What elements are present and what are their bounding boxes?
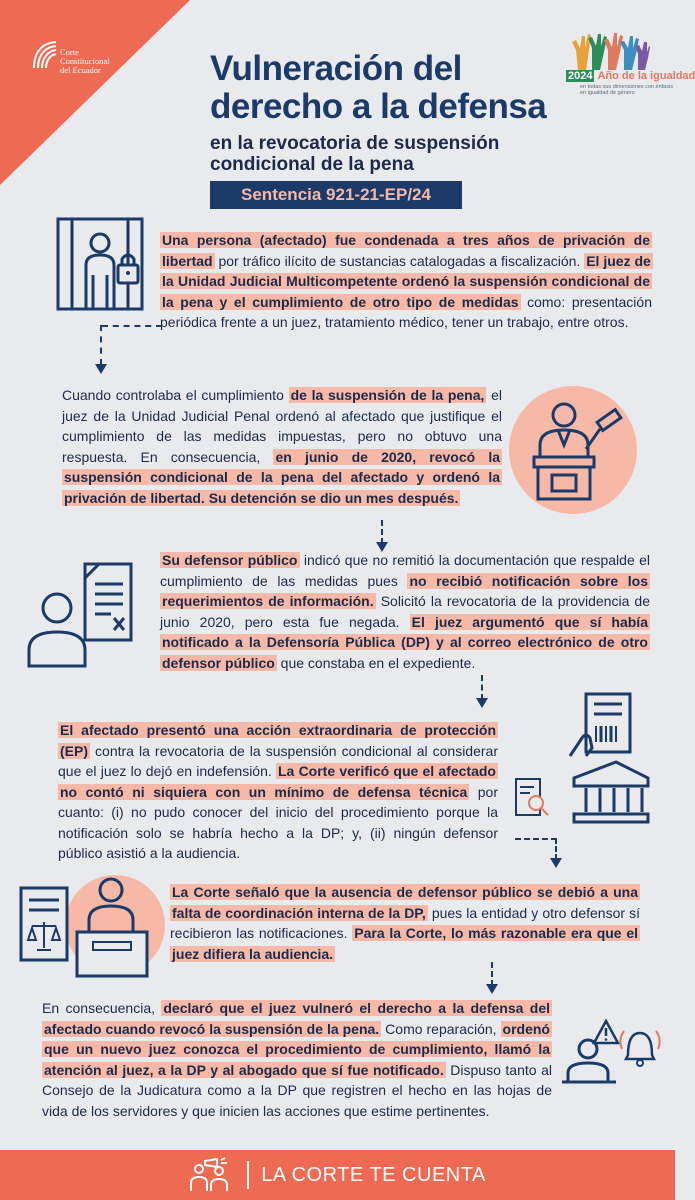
prison-bars-icon [50,215,150,315]
page-subtitle: en la revocatoria de suspensión condicional de la pena [210,133,500,175]
paragraph-text: Dispuso tanto al Consejo de la Judicatura como a la DP que registren el hecho en las hojas de vida de los servidores y que inicien las acciones que estime pertinentes. [42,1061,552,1119]
year-badge-title [566,70,695,82]
highlighted-text: El juez argumentó que sí había notificado a la Defensoría Pública (DP) y al correo electrónico de otro defensor público [162,613,648,671]
alert-person-icon [560,1015,665,1085]
highlighted-text: Para la Corte, lo más razonable era que el juez difiera la audiencia. [172,925,638,962]
paragraph-text: indicó que no remitió la documentación que respalde el cumplimiento de las medidas pues [160,552,650,589]
connector-arrow-icon [486,984,498,994]
corner-decoration [0,0,190,185]
paragraph-text: En consecuencia, [42,1000,162,1016]
paragraph-4 [58,720,498,864]
paragraph-3 [160,550,650,673]
raised-hands-icon [570,30,650,72]
footer-label: LA CORTE TE CUENTA [261,1163,486,1186]
megaphone-people-icon [189,1157,235,1193]
highlighted-text: no recibió notificación sobre los requerimientos de información. [162,572,649,609]
paragraph-text: por tráfico ilícito de sustancias catalogadas a fiscalización. [214,252,585,269]
year-badge-title-text: Año de la igualdad [597,70,695,82]
connector-arrow-icon [550,858,562,868]
paragraph-text: por cuanto: (i) no pudo conocer del inicio del procedimiento porque la notificación solo se habría hecho a la DP; y, (ii) ningún defensor público asistió a la audiencia. [58,783,498,861]
paragraph-text: contra la revocatoria de la suspensión condicional al considerar que el juez lo dejó en indefensión. [58,742,498,779]
connector-line [515,838,557,840]
connector-line [100,325,102,365]
court-logo [32,40,152,75]
paragraph-text: Cuando controlaba el cumplimiento [62,387,289,403]
paragraph-text: Solicitó la revocatoria de la providencia de junio 2020, pero esta fue negada. [160,593,651,630]
paragraph-text: como: presentación periódica frente a un juez, tratamiento médico, tener un trabajo, entre otros. [160,293,652,330]
paragraph-text: el juez de la Unidad Judicial Penal ordenó al afectado que justifique el cumplimiento de las medidas impuestas, pero no obtuvo una respuesta. En consecuencia, [62,387,502,465]
page-title: Vulneración del derecho a la defensa [210,49,547,126]
paragraph-1 [160,230,652,333]
highlighted-text: La Corte señaló que la ausencia de defensor público se debió a una falta de coordinación interna de la DP, [172,884,638,921]
connector-line [381,520,383,544]
year-badge-subtitle: en todas sus dimensiones con énfasis en igualdad de género [580,84,673,96]
court-logo-text: Corte Constitucional del Ecuador [60,47,110,75]
highlighted-text: Una persona (afectado) fue condenada a tres años de privación de libertad [162,232,650,269]
connector-line [481,675,483,700]
paragraph-2 [62,385,502,508]
highlighted-text: Su defensor público [162,552,298,568]
footer-bar [0,1150,675,1200]
highlighted-text: El afectado presentó una acción extraordinaria de protección (EP) [60,722,496,759]
highlighted-text: declaró que el juez vulneró el derecho a la defensa del afectado cuando revocó la suspensión de la pena. [44,1000,550,1037]
connector-line [491,962,493,986]
highlighted-text: en junio de 2020, revocó la suspensión condicional de la pena del afectado y ordenó la privación de libertad. Su detención se dio un mes después. [64,448,501,506]
legal-desk-icon [15,870,165,980]
highlighted-text: ordenó que un nuevo juez conozca el procedimiento de cumplimiento, llamó la atención al juez, a la DP y al abogado que sí fue notificado. [44,1020,550,1078]
year-badge-year: 2024 [568,70,593,82]
highlighted-text: El juez de la Unidad Judicial Multicompetente ordenó la suspensión condicional de la pena y el cumplimiento de otro tipo de medidas [162,252,651,310]
paragraph-5 [170,882,640,964]
court-logo-icon [32,40,58,70]
defender-document-icon [25,560,145,670]
search-document-icon [512,775,554,821]
paragraph-6 [42,998,552,1121]
case-label: Sentencia 921-21-EP/24 [210,181,462,209]
connector-line [102,325,162,327]
highlighted-text: La Corte verificó que el afectado no contó ni siquiera con un mínimo de defensa técnica [60,763,496,800]
connector-arrow-icon [95,364,107,374]
footer-separator [247,1161,249,1189]
paragraph-text: pues la entidad y otro defensor sí recibieron las notificaciones. [170,904,640,941]
connector-arrow-icon [476,698,488,708]
judge-gavel-icon [508,385,638,515]
highlighted-text: de la suspensión de la pena, [290,387,485,403]
paragraph-text: Como reparación, [381,1020,501,1037]
connector-line [555,838,557,860]
paragraph-text: que constaba en el expediente. [276,654,476,671]
